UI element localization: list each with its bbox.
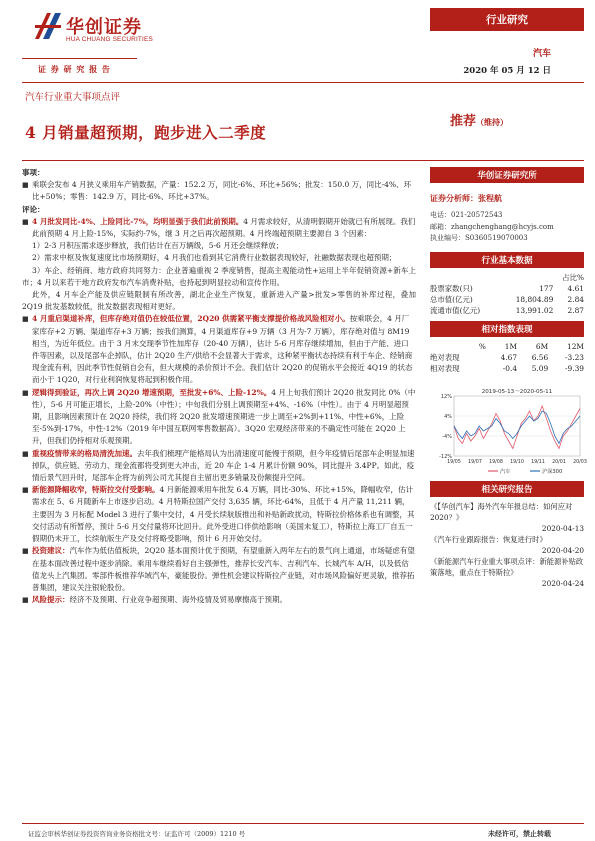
table-cell: 4.61 (567, 284, 584, 293)
analyst-email: 邮箱：zhangchenghang@hcyjs.com (430, 222, 554, 231)
footer-notice: 未经许可，禁止转载 (488, 829, 551, 838)
table-header-cell: 1M (504, 342, 518, 351)
table-header-cell: 占比% (562, 273, 584, 282)
comment-item-6 (22, 545, 416, 594)
performance-header: 相对指数表现 (430, 321, 584, 337)
legend-label: 沪深300 (542, 469, 563, 475)
basic-data-table (430, 272, 584, 316)
events-item (22, 179, 416, 203)
table-row (430, 352, 584, 363)
comment-item-4 (22, 448, 416, 485)
table-cell: 4.67 (500, 353, 518, 362)
y-tick-label: -12% (439, 453, 452, 460)
x-tick-label: 19/10 (510, 460, 524, 465)
list-item[interactable] (430, 501, 584, 534)
comment-text-4 (32, 448, 416, 485)
header-divider (22, 82, 584, 83)
events-heading: 事项： (22, 168, 45, 177)
performance-chart (430, 386, 587, 476)
list-item[interactable] (430, 534, 584, 556)
events-line-1: 乘联会发布 4 月狭义乘用车产销数据，产量：152.2 万，同比-6%、环比+56%； (32, 180, 306, 190)
related-report-date: 2020-04-13 (541, 524, 584, 533)
bullet-icon: ■ (22, 596, 29, 605)
comment-text-6 (32, 545, 416, 594)
rating-value: 推荐 (450, 114, 477, 129)
comment-text-2 (32, 313, 416, 386)
brand-subtitle: 证 券 研 究 报 告 (38, 64, 111, 74)
institute-header: 华创证券研究所 (430, 167, 584, 183)
comment-lead-3: 逻辑得到验证，再次上调 2Q20 增速预期，至批发+6%、上险-12%。 (32, 387, 272, 397)
analyst-contact (430, 210, 584, 245)
bullet-icon: ■ (22, 315, 29, 324)
comment-item-3 (22, 387, 416, 448)
events-line-2: 批发：150.0 万，同比-4%、环比+50%；零售：142.9 万，同比-6%、环比+37%。 (32, 180, 412, 202)
comment-lead-6: 投资建议： (32, 546, 70, 556)
comment-text-3 (32, 387, 416, 448)
y-tick-label: 12% (440, 393, 452, 400)
series-line (454, 406, 580, 449)
table-cell: 2.84 (567, 295, 584, 304)
table-cell: 177 (539, 284, 554, 293)
table-row (430, 272, 584, 283)
bullet-icon: ■ (22, 388, 29, 397)
table-row (430, 305, 584, 316)
table-cell: 相对表现 (430, 364, 460, 373)
table-cell: -0.4 (502, 364, 518, 373)
table-cell: 股票家数(只) (430, 284, 473, 293)
bullet-icon: ■ (22, 547, 29, 556)
comment-lead-1: 4 月批发同比-4%、上险同比-7%，均明显强于我们此前预期。 (32, 216, 244, 226)
comment-body-4: 去年我们梳理产能格局认为出清速度可能慢于预期，但今年疫情后尾部车企明显加速掉队，供应链、劳动力、现金流都将受到更大冲击，近 20 车企 1-4 月累计份额 90%，同比提升 3.4PP。如此，疫情后景气回升时，尾部车企将为前列公司尤其提自主留出更多销量及份额提升空间。 (32, 448, 415, 483)
table-row (430, 363, 584, 374)
comment-text-1 (32, 216, 416, 240)
bullet-icon: ■ (22, 486, 29, 495)
reason-2: 2）需求中枢及恢复速度比市场预期好，4 月我们也看到其它消费行业数据表现较好，社融数据表现也超预期； (32, 253, 397, 263)
comment-lead-2: 4 月重启渠道补库，但库存绝对值仍在较低位置，2Q20 供需紧平衡支撑提价格战风险相对小。 (32, 314, 350, 324)
x-tick-label: 19/08 (489, 460, 503, 465)
bullet-icon: ■ (22, 217, 29, 226)
related-report-date: 2020-04-20 (541, 546, 584, 555)
table-row (430, 294, 584, 305)
table-header-cell: % (478, 342, 486, 351)
comment-body-3: 4 月上旬我们预计 2Q20 批发同比 0%（中性），5-6 月可能正增长，上险-20%（中性）；中旬我们分别上调预期至+4%、-16%（中性）。由于 4 月明显超预期，且影响因素预计在 2Q20 持续，我们将 2Q20 批发增速预期进一步上调至+2%到+11%、中性+6%，上险至-5%到-17%，中性-12%（2019 年中国互联网零售数据高）。3Q20 宏观经济带来的不确定性可能在 2Q20 上升，但我们仍持相对乐观预期。 (32, 387, 416, 446)
comment-lead-5: 新能源降幅收窄，特斯拉交付受影响。 (32, 485, 160, 495)
table-cell: 绝对表现 (430, 353, 460, 362)
related-report-title[interactable]: 《【华创汽车】海外汽车年报总结：如何应对 2020？》 (430, 502, 573, 522)
comment-heading: 评论： (22, 204, 45, 214)
title-divider (22, 160, 584, 161)
analyst-license: 执业编号：S0360519070003 (430, 234, 528, 242)
related-reports-header: 相关研究报告 (430, 481, 584, 497)
comment-item-7 (22, 594, 416, 606)
table-header-cell: 12M (567, 342, 584, 351)
report-category-tag: 行业研究 (430, 8, 584, 31)
list-item[interactable] (430, 556, 584, 589)
main-body (22, 167, 416, 606)
basic-data-header: 行业基本数据 (430, 252, 584, 268)
x-tick-label: 20/03 (573, 460, 587, 465)
x-tick-label: 20/01 (552, 460, 566, 465)
comment-body-5: 4 月新能源乘用车批发 6.4 万辆，同比-30%、环比+15%，降幅收窄，估计需求在 5、6 月随新车上市逐步启动。4 月特斯拉国产交付 3,635 辆，环比-64%，且低于 4 月产量 11,211 辆，主要因为 3 月标配 Model 3 进行了集中交付，4 月受长续航版推出和补贴新政扰动，特斯拉价格体系也有调整，其交付活动有所暂停，预计 5-6 月交付量将环比回升。此外受进口伴供给影响（美国未复工），特斯拉上海工厂自五一假期仍未开工，长续航版生产及交付将略受影响，预计 6 月开始交付。 (32, 485, 415, 544)
comment-text-7 (32, 594, 416, 606)
comment-text-5 (32, 484, 416, 545)
rating (450, 110, 508, 129)
y-tick-label: 4% (444, 413, 452, 420)
related-report-date: 2020-04-24 (541, 579, 584, 588)
events-text (32, 179, 416, 203)
bullet-icon: ■ (22, 181, 29, 190)
chart-frame (454, 396, 580, 456)
table-cell: 流通市值(亿元) (430, 306, 481, 315)
table-cell: 总市值(亿元) (430, 295, 473, 304)
x-tick-label: 19/07 (468, 460, 482, 465)
company-logo-icon (33, 11, 63, 41)
footer-divider (22, 823, 584, 824)
report-type: 汽车行业重大事项点评 (25, 92, 121, 103)
comment-note: 此外，4 月车企产能及供应链限制有所改善，湖北企业生产恢复，重新进入产量>批发>零售的补库过程，叠加 2Q19 批发基数较低，批发数据表现相对更好。 (22, 290, 416, 312)
analyst-name: 证券分析师：张程航 (430, 193, 502, 203)
table-row (430, 341, 584, 352)
reason-1: 1）2-3 月积压需求逐步释放，我们估计在百万辆级，5-6 月还会继续释放； (32, 241, 284, 251)
table-cell: 18,804.89 (515, 295, 554, 304)
logo-english: HUA CHUANG SECURITIES (66, 36, 153, 43)
comment-body-1: 4 月需求较好，从清明假期开始就已有所展现。我们此前预期 4 月上险-15%，实际约-7%，继 3 月之后再次超预期。4 月终端超预期主要源自 3 个因素： (32, 216, 416, 239)
footer-license: 证监会审核华创证券投资咨询业务资格批文号：证监许可（2009）1210 号 (28, 830, 246, 838)
comment-item-2 (22, 313, 416, 386)
x-tick-label: 19/11 (531, 460, 545, 465)
rating-note: （维持） (476, 117, 509, 127)
industry-label: 汽车 (532, 49, 551, 59)
performance-table (430, 341, 584, 374)
table-cell: 6.56 (531, 353, 549, 362)
page-title: 4 月销量超预期，跑步进入二季度 (25, 123, 267, 142)
comment-body-7: 经济不及预期、行业竞争超预期、海外疫情及贸易摩擦高于预期。 (69, 595, 287, 605)
analyst-phone: 电话：021-20572543 (430, 211, 503, 219)
chart-title: 2019-05-13～2020-05-11 (481, 389, 553, 395)
reason-3: 3）车企、经销商、地方政府共同努力：企业普遍重视 2 季度销售，提高主观能动性+运用上半年促销资源+新车上市；4 月以来若干地方政府发布汽车消费补贴，也持起到明显拉动和宣传作用。 (22, 265, 416, 287)
table-cell: -3.23 (565, 353, 584, 362)
comment-lead-4: 重视疫情带来的格局清洗加速。 (32, 448, 137, 458)
related-reports-list (430, 501, 584, 589)
comment-body-2: 按乘联会，4 月厂家库存+2 万辆、渠道库存+3 万辆；按我们测算，4 月渠道库存+9 万辆（3 月为-7 万辆），库存绝对值与 8M19 相当，为近年低位。由于 3 月末交现季节性加库存（20-40 万辆），估计 5-6 月库存继续增加，但由于产能、进口件等因素，以及尾部车企掉队，估计 2Q20 生产/供给不会显著大于需求，这种紧平衡状态持续有利于车企、经销商现金流有利，因此季节性促销自会有，但大规模的杀价预计不会。我们估计 2Q20 的促销水平会接近 4Q19 的状态而小于 1Q20，对行业利润恢复将起到积极作用。 (32, 314, 413, 385)
logo-name: 华创证券 (66, 17, 142, 38)
x-tick-label: 19/05 (447, 460, 461, 465)
legend-label: 汽车 (500, 469, 511, 475)
table-cell: -9.39 (565, 364, 584, 373)
report-date: 2020 年 05 月 12 日 (463, 66, 551, 76)
comment-item-1 (22, 216, 416, 240)
related-report-title[interactable]: 《新能源汽车行业重大事项点评：新能源补贴政策落地，重点在于特斯拉》 (430, 557, 584, 577)
brand-divider (22, 58, 137, 59)
bullet-icon: ■ (22, 449, 29, 458)
comment-item-5 (22, 484, 416, 545)
table-cell: 2.87 (567, 306, 584, 315)
table-cell: 13,991.02 (515, 306, 554, 315)
table-header-cell: 6M (535, 342, 549, 351)
related-report-title[interactable]: 《汽车行业跟踪报告：恢复进行时》 (430, 535, 547, 544)
comment-lead-7: 风险提示： (32, 595, 70, 605)
table-row (430, 283, 584, 294)
table-cell: 5.09 (531, 364, 549, 373)
y-tick-label: -4% (442, 433, 452, 440)
comment-body-6: 汽车作为低估值板块，2Q20 基本面预计优于预期，有望重新入两年左右的景气向上通道，市场疑虑有望在基本面改善过程中逐步消除。乘用车继续看好自主强弹性，推荐长安汽车、吉利汽车、长城汽车 A/H，以及低估值龙头上汽集团。零部件板推荐华域汽车，豪能股份。弹性机会建议特斯拉产业链，对市场风险偏好更灵敏，推荐拓普集团，建议关注银轮股份。 (32, 546, 415, 592)
